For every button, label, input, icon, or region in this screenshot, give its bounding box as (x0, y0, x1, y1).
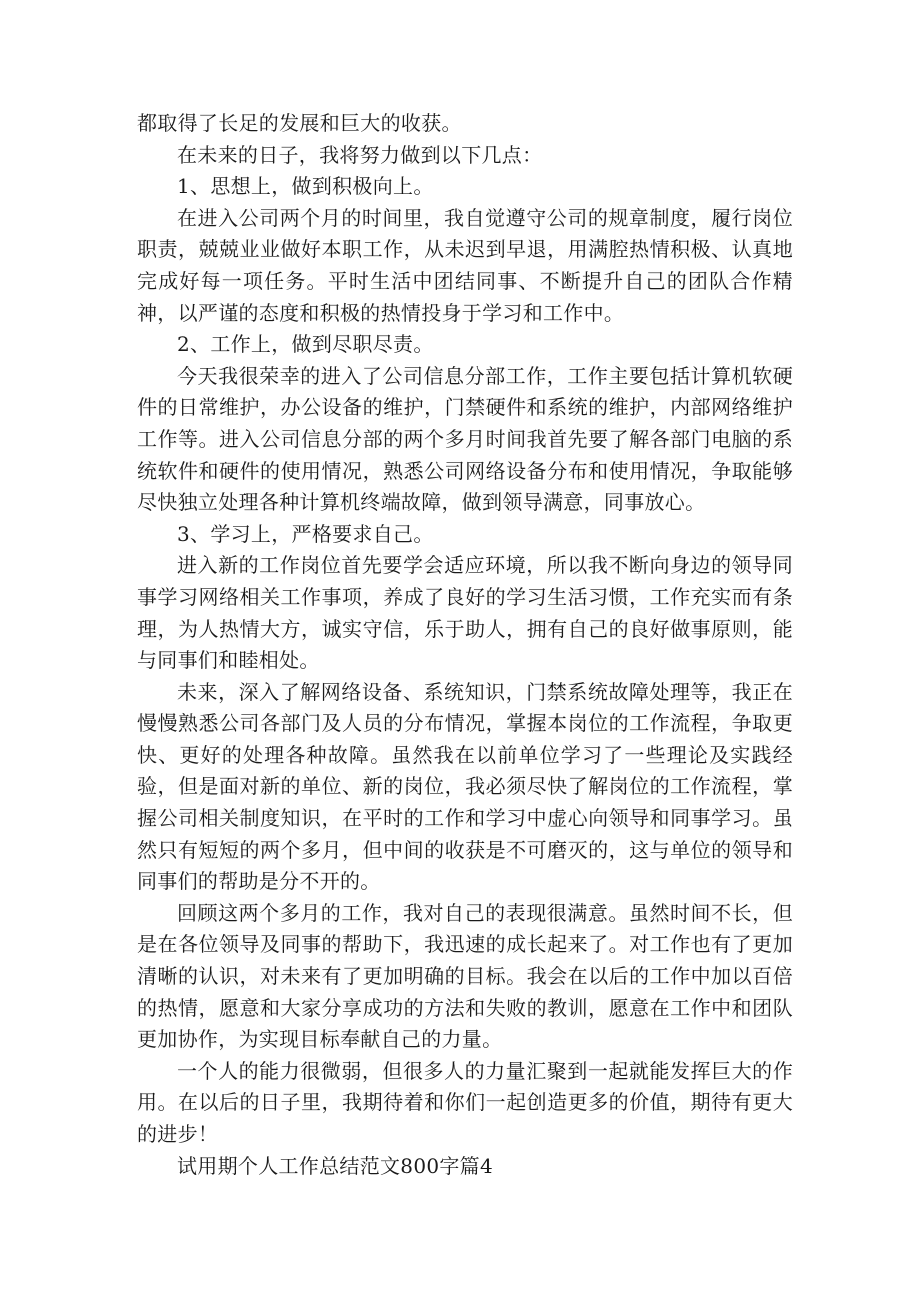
heading-point-2: 2、工作上，做到尽职尽责。 (177, 332, 434, 357)
document-body (137, 108, 793, 1182)
heading-point-3: 3、学习上，严格要求自己。 (177, 521, 434, 546)
paragraph-closing: 一个人的能力很微弱，但很多人的力量汇聚到一起就能发挥巨大的作用。在以后的日子里，我期待着和你们一起创造更多的价值，期待有更大的进步！ (137, 1058, 793, 1146)
paragraph-intro-plan: 在未来的日子，我将努力做到以下几点： (177, 142, 543, 167)
paragraph-point-3-body: 进入新的工作岗位首先要学会适应环境，所以我不断向身边的领导同事学习网络相关工作事项，养成了良好的学习生活习惯，工作充实而有条理，为人热情大方，诚实守信，乐于助人，拥有自己的良好做事原则，能与同事们和睦相处。 (137, 553, 793, 673)
heading-point-1: 1、思想上，做到积极向上。 (177, 174, 434, 199)
paragraph-continuation: 都取得了长足的发展和巨大的收获。 (137, 111, 462, 135)
paragraph-review: 回顾这两个多月的工作，我对自己的表现很满意。虽然时间不长，但是在各位领导及同事的帮助下，我迅速的成长起来了。对工作也有了更加清晰的认识，对未来有了更加明确的目标。我会在以后的工作中加以百倍的热情，愿意和大家分享成功的方法和失败的教训，愿意在工作中和团队更加协作，为实现目标奉献自己的力量。 (137, 900, 793, 1052)
paragraph-point-2-body: 今天我很荣幸的进入了公司信息分部工作，工作主要包括计算机软硬件的日常维护，办公设备的维护，门禁硬件和系统的维护，内部网络维护工作等。进入公司信息分部的两个多月时间我首先要了解各部门电脑的系统软件和硬件的使用情况，熟悉公司网络设备分布和使用情况，争取能够尽快独立处理各种计算机终端故障，做到领导满意，同事放心。 (137, 363, 793, 515)
section-title: 试用期个人工作总结范文800字篇4 (177, 1153, 493, 1178)
paragraph-future: 未来，深入了解网络设备、系统知识，门禁系统故障处理等，我正在慢慢熟悉公司各部门及人员的分布情况，掌握本岗位的工作流程，争取更快、更好的处理各种故障。虽然我在以前单位学习了一些理论及实践经验，但是面对新的单位、新的岗位，我必须尽快了解岗位的工作流程，掌握公司相关制度知识，在平时的工作和学习中虚心向领导和同事学习。虽然只有短短的两个多月，但中间的收获是不可磨灭的，这与单位的领导和同事们的帮助是分不开的。 (137, 679, 793, 894)
paragraph-point-1-body: 在进入公司两个月的时间里，我自觉遵守公司的规章制度，履行岗位职责，兢兢业业做好本职工作，从未迟到早退，用满腔热情积极、认真地完成好每一项任务。平时生活中团结同事、不断提升自己的团队合作精神，以严谨的态度和积极的热情投身于学习和工作中。 (137, 205, 793, 325)
